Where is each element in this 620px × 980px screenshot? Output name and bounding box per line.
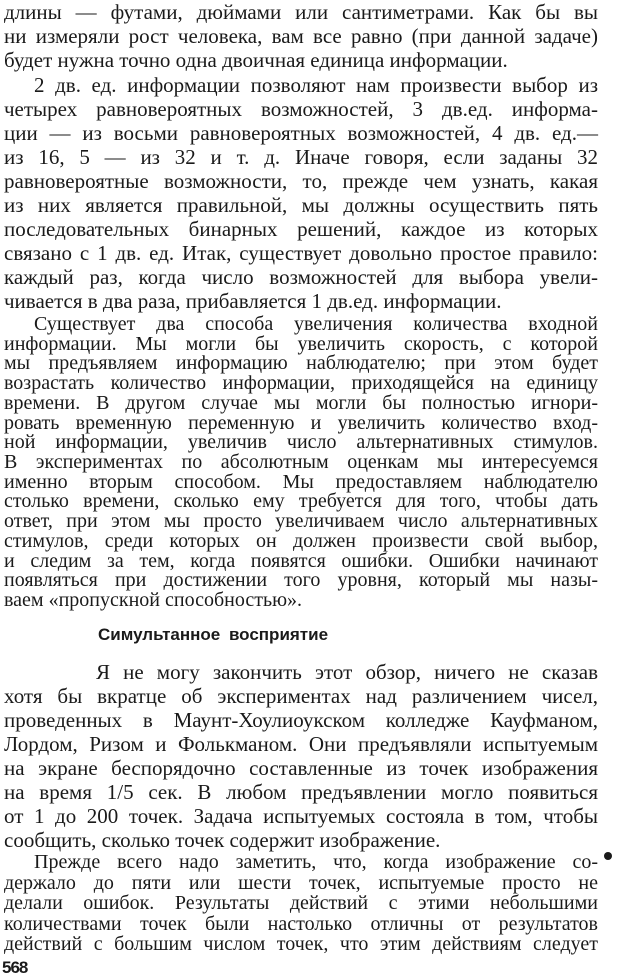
text-line: четырех равновероятных возможностей, 3 дв.ед. информа-	[4, 97, 598, 121]
text-line: держало до пяти или шести точек, испытуемые просто не	[4, 872, 598, 894]
text-line: на время 1/5 сек. В любом предъявлении могло появиться	[4, 780, 598, 804]
text-line: из них является правильной, мы должны осуществить пять	[4, 193, 598, 217]
text-line: ваем «пропускной способностью».	[4, 589, 303, 611]
text-line: хотя бы вкратце об экспериментах над различением чисел,	[4, 684, 598, 708]
text-line: ответ, при этом мы просто увеличиваем число альтернативных	[4, 510, 598, 532]
text-line: мы предъявляем информацию наблюдателю; при этом будет	[4, 352, 598, 374]
text-line: Я не могу закончить этот обзор, ничего не сказав	[96, 660, 598, 684]
text-line: будет нужна точно одна двоичная единица информации.	[4, 48, 508, 72]
text-line: Прежде всего надо заметить, что, когда изображение со-	[34, 851, 598, 873]
text-line: ни измеряли рост человека, вам все равно (при данной задаче)	[4, 24, 598, 48]
margin-dot	[604, 852, 612, 860]
text-line: В экспериментах по абсолютным оценкам мы интересуемся	[4, 451, 598, 473]
text-line: количествами точек были настолько отличны от результатов	[4, 913, 598, 935]
text-line: проведенных в Маунт-Хоулиоукском колледже Кауфманом,	[4, 708, 598, 732]
text-line: чивается в два раза, прибавляется 1 дв.ед. информации.	[4, 289, 502, 313]
text-line: равновероятные возможности, то, прежде чем узнать, какая	[4, 169, 598, 193]
text-line: появляться при достижении того уровня, который мы назы-	[4, 569, 598, 591]
text-line: информации. Мы могли бы увеличить скорость, с которой	[4, 333, 598, 355]
text-line: сообщить, сколько точек содержит изображение.	[4, 828, 441, 852]
text-line: ной информации, увеличив число альтернативных стимулов.	[4, 431, 598, 453]
text-line: ции — из восьми равновероятных возможностей, 4 дв. ед.—	[4, 121, 598, 145]
text-line: Существует два способа увеличения количества входной	[34, 313, 598, 335]
text-line: именно вторым способом. Мы предоставляем наблюдателю	[4, 471, 598, 493]
section-heading: Симультанное восприятие	[98, 625, 329, 644]
text-line: на экране беспорядочно составленные из точек изображения	[4, 756, 598, 780]
text-line: действий с большим числом точек, что этим действиям следует	[4, 933, 598, 955]
text-line: делали ошибок. Результаты действий с этими небольшими	[4, 892, 598, 914]
text-line: длины — футами, дюймами или сантиметрами. Как бы вы	[4, 0, 598, 24]
text-line: столько времени, сколько ему требуется для того, чтобы дать	[4, 490, 598, 512]
text-line: связано с 1 дв. ед. Итак, существует довольно простое правило:	[4, 241, 598, 265]
page-number: 568	[2, 958, 28, 977]
text-line: от 1 до 200 точек. Задача испытуемых состояла в том, чтобы	[4, 804, 598, 828]
text-line: последовательных бинарных решений, каждое из которых	[4, 217, 598, 241]
text-line: 2 дв. ед. информации позволяют нам произвести выбор из	[34, 73, 598, 97]
text-line: и следим за тем, когда появятся ошибки. Ошибки начинают	[4, 550, 598, 572]
text-line: Лордом, Ризом и Фолькманом. Они предъявляли испытуемым	[4, 732, 598, 756]
text-line: из 16, 5 — из 32 и т. д. Иначе говоря, если заданы 32	[4, 145, 598, 169]
text-line: каждый раз, когда число возможностей для выбора увели-	[4, 265, 598, 289]
text-line: возрастать количество информации, приходящейся на единицу	[4, 372, 598, 394]
text-line: времени. В другом случае мы могли бы полностью игнори-	[4, 392, 598, 414]
text-line: стимулов, среди которых он должен произвести свой выбор,	[4, 530, 598, 552]
text-line: ровать временную переменную и увеличить количество вход-	[4, 412, 598, 434]
